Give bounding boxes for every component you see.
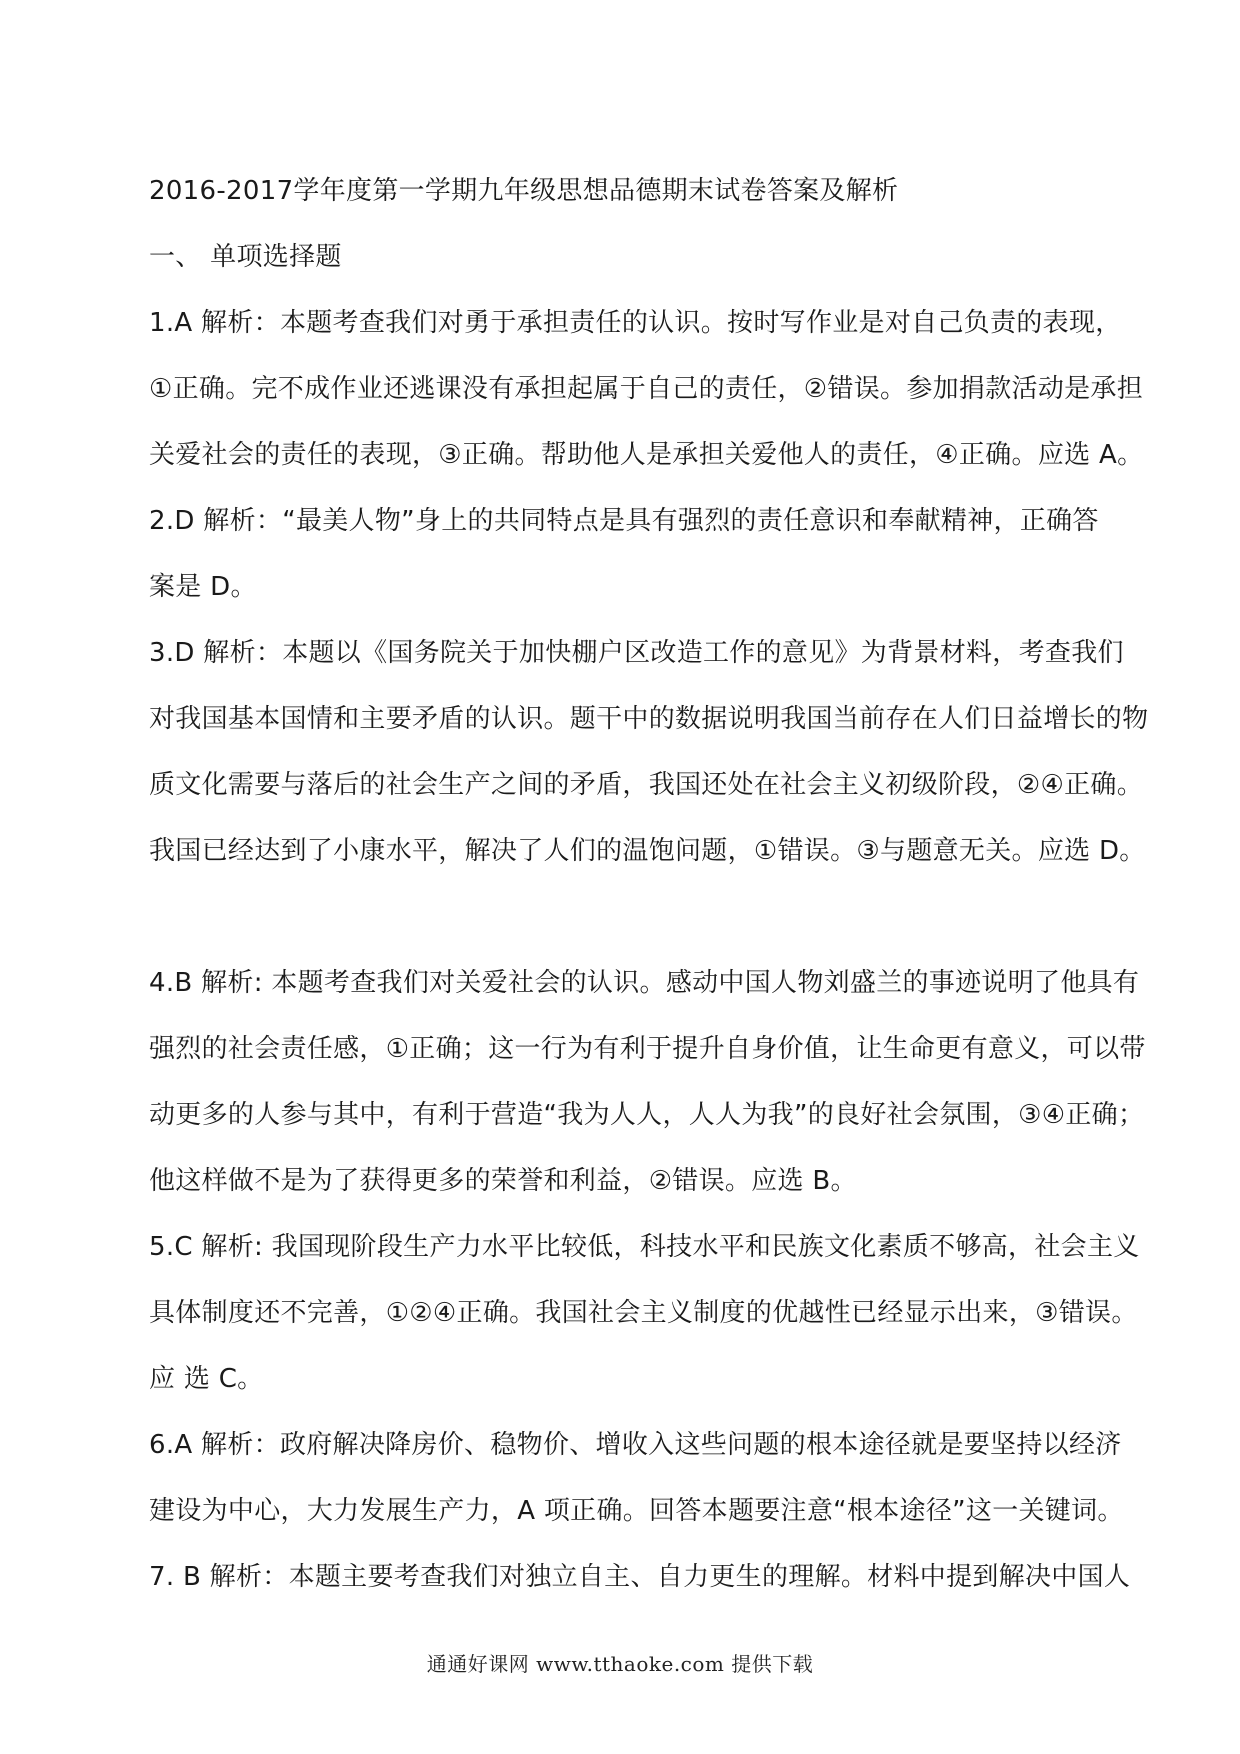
document-title: 2016-2017学年度第一学期九年级思想品德期末试卷答案及解析 — [149, 176, 899, 206]
answer-line: 我国已经达到了小康水平，解决了人们的温饱问题，①错误。③与题意无关。应选 D。 — [149, 836, 1146, 866]
answer-line: 7. B 解析：本题主要考查我们对独立自主、自力更生的理解。材料中提到解决中国人 — [149, 1562, 1131, 1592]
section-heading: 一、 单项选择题 — [149, 242, 342, 272]
answer-line: 他这样做不是为了获得更多的荣誉和利益，②错误。应选 B。 — [149, 1166, 857, 1196]
answer-line: 动更多的人参与其中，有利于营造“我为人人，人人为我”的良好社会氛围，③④正确； — [149, 1100, 1145, 1130]
answer-line: 2.D 解析：“最美人物”身上的共同特点是具有强烈的责任意识和奉献精神，正确答 — [149, 506, 1099, 536]
blank-line — [149, 884, 1099, 950]
answer-line: 强烈的社会责任感，①正确；这一行为有利于提升自身价值，让生命更有意义，可以带 — [149, 1034, 1146, 1064]
answer-line: 5.C 解析: 我国现阶段生产力水平比较低，科技水平和民族文化素质不够高，社会主义 — [149, 1232, 1140, 1262]
document-body — [149, 158, 1149, 1610]
answer-line: 案是 D。 — [149, 572, 257, 602]
page-footer: 通通好课网 www.tthaoke.com 提供下载 — [426, 1652, 814, 1676]
answer-line: ①正确。完不成作业还逃课没有承担起属于自己的责任，②错误。参加捐款活动是承担 — [149, 374, 1144, 404]
answer-line: 对我国基本国情和主要矛盾的认识。题干中的数据说明我国当前存在人们日益增长的物 — [149, 704, 1149, 734]
answer-line: 建设为中心，大力发展生产力，A 项正确。回答本题要注意“根本途径”这一关键词。 — [149, 1496, 1124, 1526]
answer-line: 6.A 解析：政府解决降房价、稳物价、增收入这些问题的根本途径就是要坚持以经济 — [149, 1430, 1122, 1460]
answer-line: 关爱社会的责任的表现，③正确。帮助他人是承担关爱他人的责任，④正确。应选 A。 — [149, 440, 1144, 470]
answer-line: 应 选 C。 — [149, 1364, 264, 1394]
answer-line: 4.B 解析: 本题考查我们对关爱社会的认识。感动中国人物刘盛兰的事迹说明了他具有 — [149, 968, 1140, 998]
answer-line: 1.A 解析：本题考查我们对勇于承担责任的认识。按时写作业是对自己负责的表现， — [149, 308, 1122, 338]
answer-line: 具体制度还不完善，①②④正确。我国社会主义制度的优越性已经显示出来，③错误。 — [149, 1298, 1138, 1328]
answer-line: 质文化需要与落后的社会生产之间的矛盾，我国还处在社会主义初级阶段，②④正确。 — [149, 770, 1144, 800]
answer-line: 3.D 解析：本题以《国务院关于加快棚户区改造工作的意见》为背景材料，考查我们 — [149, 638, 1124, 668]
